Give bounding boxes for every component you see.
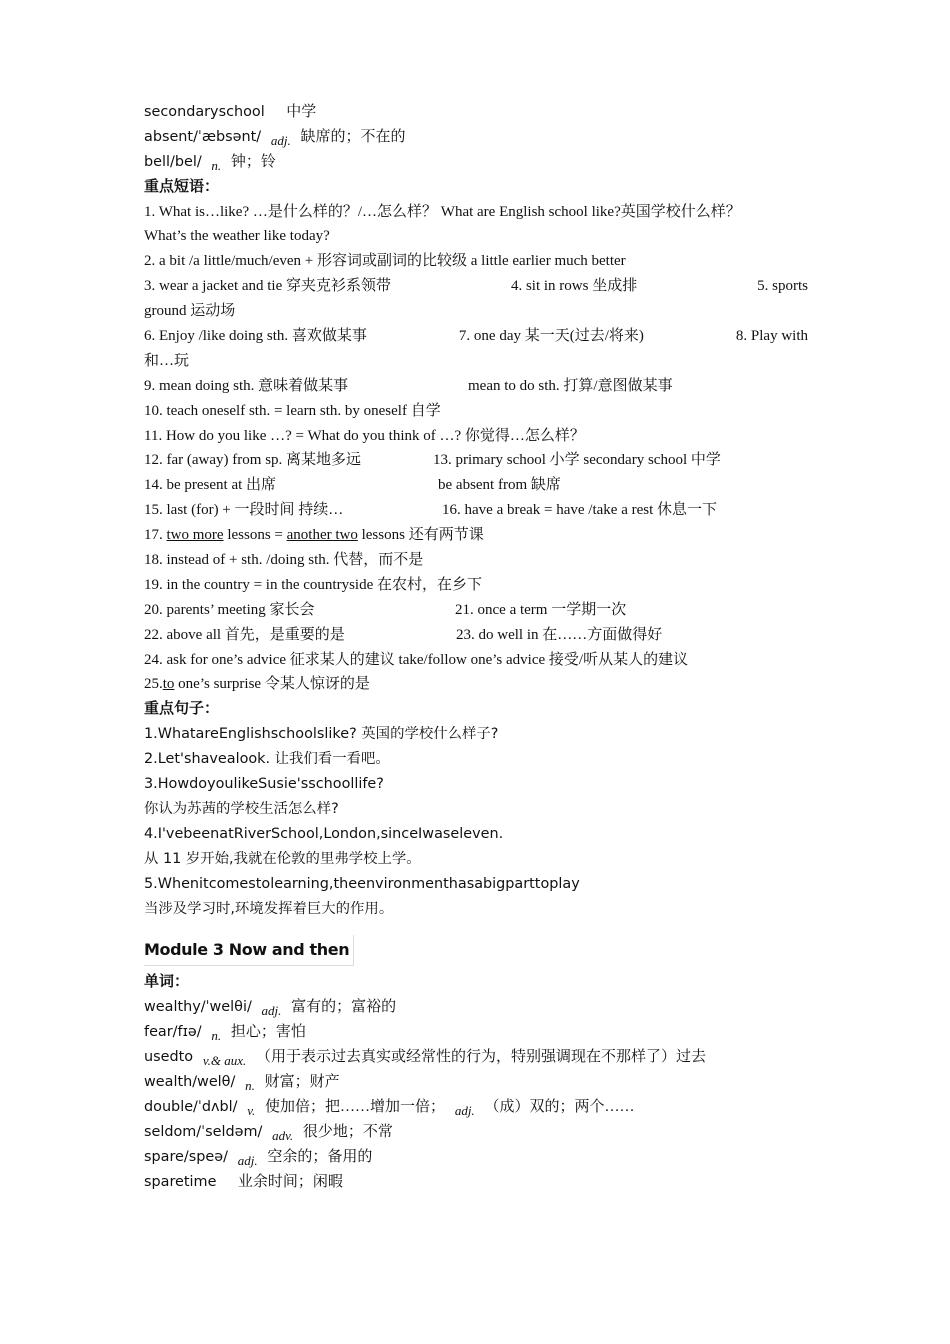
vocab-meaning: 担心；害怕 <box>230 1024 306 1041</box>
phrase-line <box>144 598 808 623</box>
phrase-item: 3. wear a jacket and tie 穿夹克衫系领带 <box>144 278 392 295</box>
sentence-line: 5.Whenitcomestolearning,theenvironmenthasabigparttoplay <box>144 875 580 892</box>
vocab-meaning: 钟；铃 <box>230 153 276 170</box>
vocab-pos: adv. <box>272 1127 294 1143</box>
phrase-item: 5. sports <box>757 278 808 295</box>
phrase-line <box>144 448 808 473</box>
vocab-entry <box>144 1070 808 1095</box>
phrase-item: 21. once a term 一学期一次 <box>455 601 627 618</box>
vocab-word: double/ˈdʌbl/ <box>144 1098 238 1115</box>
vocab-entry <box>144 1145 808 1170</box>
vocab-meaning: 缺席的；不在的 <box>300 128 406 145</box>
phrase-item: 7. one day 某一天(过去/将来) <box>458 328 644 345</box>
phrase-item: 25. <box>144 676 163 693</box>
phrase-item: be absent from 缺席 <box>438 477 561 494</box>
sentence-line: 从 11 岁开始,我就在伦敦的里弗学校上学。 <box>144 850 421 867</box>
phrase-line: 18. instead of + sth. /doing sth. 代替，而不是 <box>144 552 424 569</box>
vocab-word: usedto <box>144 1049 194 1066</box>
phrase-item: lessons 还有两节课 <box>357 527 484 544</box>
vocab-pos: adj. <box>237 1152 258 1168</box>
phrase-item: 12. far (away) from sp. 离某地多远 <box>144 452 362 469</box>
phrase-item: lessons = <box>223 527 287 544</box>
sentence-line: 2.Let'shavealook. 让我们看一看吧。 <box>144 751 390 768</box>
vocab-entry <box>144 1095 808 1120</box>
vocab-word: seldom/ˈseldəm/ <box>144 1123 263 1140</box>
phrase-item: 9. mean doing sth. 意味着做某事 <box>144 377 349 394</box>
module-title: Module 3 Now and then <box>144 935 354 966</box>
sentence-line: 你认为苏茜的学校生活怎么样? <box>144 800 339 817</box>
vocab-entry <box>144 1045 808 1070</box>
phrase-item: 13. primary school 小学 secondary school 中学 <box>433 452 721 469</box>
phrase-item: 17. <box>144 527 167 544</box>
phrase-line: 24. ask for one’s advice 征求某人的建议 take/follow one’s advice 接受/听从某人的建议 <box>144 651 689 668</box>
phrase-item: 6. Enjoy /like doing sth. 喜欢做某事 <box>144 328 367 345</box>
vocab-pos: n. <box>211 157 222 173</box>
phrase-item: 14. be present at 出席 <box>144 477 277 494</box>
phrase-item: 23. do well in 在……方面做得好 <box>456 626 663 643</box>
vocab-meaning: 很少地；不常 <box>302 1123 393 1140</box>
phrases-heading: 重点短语： <box>144 178 220 195</box>
vocab-pos: n. <box>211 1028 222 1044</box>
phrase-line <box>144 274 808 299</box>
phrase-line <box>144 672 808 697</box>
sentence-line: 3.HowdoyoulikeSusie'sschoollife? <box>144 776 384 793</box>
phrase-item: 4. sit in rows 坐成排 <box>510 278 638 295</box>
vocab-entry <box>144 1170 808 1195</box>
phrase-line: 10. teach oneself sth. = learn sth. by oneself 自学 <box>144 402 441 419</box>
phrase-line <box>144 374 808 399</box>
vocab-pos: v. <box>247 1102 256 1118</box>
vocab-word: fear/fɪə/ <box>144 1024 202 1041</box>
vocab-meaning: 业余时间；闲暇 <box>237 1173 343 1190</box>
vocab-pos: v.& aux. <box>202 1053 247 1069</box>
phrase-line: ground 运动场 <box>144 303 236 320</box>
phrase-item: 15. last (for) + 一段时间 持续… <box>144 502 344 519</box>
phrase-item: 8. Play with <box>735 328 808 345</box>
phrase-item: 22. above all 首先，是重要的是 <box>144 626 345 643</box>
sentence-line: 当涉及学习时,环境发挥着巨大的作用。 <box>144 900 394 917</box>
vocab-meaning: 空余的；备用的 <box>267 1148 373 1165</box>
vocab-entry <box>144 150 808 175</box>
phrase-item: 16. have a break = have /take a rest 休息一下 <box>442 502 718 519</box>
vocab-word: absent/ˈæbsənt/ <box>144 128 262 145</box>
vocab-entry <box>144 100 808 125</box>
vocab-meaning: 中学 <box>286 104 317 120</box>
vocab-word: wealthy/ˈwelθi/ <box>144 999 252 1016</box>
phrase-line: 11. How do you like …? = What do you think of …? 你觉得…怎么样？ <box>144 427 585 444</box>
vocab-word: wealth/welθ/ <box>144 1073 236 1090</box>
phrase-line: 2. a bit /a little/much/even + 形容词或副词的比较级 a little earlier much better <box>144 253 626 270</box>
vocab-entry <box>144 1120 808 1145</box>
phrase-item: mean to do sth. 打算/意图做某事 <box>468 377 673 394</box>
vocab-word: spare/speə/ <box>144 1148 228 1165</box>
vocab-entry <box>144 995 808 1020</box>
vocab-pos: n. <box>245 1077 255 1093</box>
sentences-heading: 重点句子： <box>144 701 220 718</box>
phrase-line: 19. in the country = in the countryside 在农村，在乡下 <box>144 576 482 593</box>
phrase-line <box>144 523 808 548</box>
vocab-entry <box>144 1020 808 1045</box>
vocab-meaning: （成）双的；两个…… <box>484 1098 635 1115</box>
vocab-meaning: （用于表示过去真实或经常性的行为，特别强调现在不那样了）过去 <box>256 1049 707 1066</box>
phrase-line <box>144 473 808 498</box>
vocab-word: bell/bel/ <box>144 153 202 170</box>
vocab-meaning: 富有的；富裕的 <box>291 999 397 1016</box>
sentence-line: 4.I'vebeenatRiverSchool,London,sinceIwaseleven. <box>144 825 504 842</box>
vocab-word: sparetime <box>144 1173 217 1190</box>
document-content <box>144 100 808 1194</box>
vocab-pos: adj. <box>454 1102 475 1118</box>
vocab-word: secondaryschool <box>144 104 265 120</box>
sentence-line: 1.WhatareEnglishschoolslike? 英国的学校什么样子? <box>144 726 499 743</box>
phrase-line: 和…玩 <box>144 352 190 369</box>
phrase-line <box>144 623 808 648</box>
vocab-pos: adj. <box>270 132 291 148</box>
underlined-phrase: two more <box>166 527 224 544</box>
phrase-item: 20. parents’ meeting 家长会 <box>144 601 315 618</box>
phrase-line <box>144 498 808 523</box>
vocab-pos: adj. <box>261 1003 282 1019</box>
phrase-line <box>144 324 808 349</box>
underlined-phrase: to <box>162 676 175 693</box>
words-heading: 单词： <box>144 974 190 991</box>
vocab-meaning: 使加倍；把……增加一倍； <box>265 1098 446 1115</box>
vocab-meaning: 财富；财产 <box>264 1073 340 1090</box>
vocab-entry <box>144 125 808 150</box>
phrase-line: 1. What is…like? …是什么样的？/…怎么样？ What are English school like?英国学校什么样？ <box>144 203 741 220</box>
phrase-line: What’s the weather like today? <box>144 228 330 245</box>
underlined-phrase: another two <box>286 527 358 544</box>
phrase-item: one’s surprise 令某人惊讶的是 <box>174 676 370 693</box>
